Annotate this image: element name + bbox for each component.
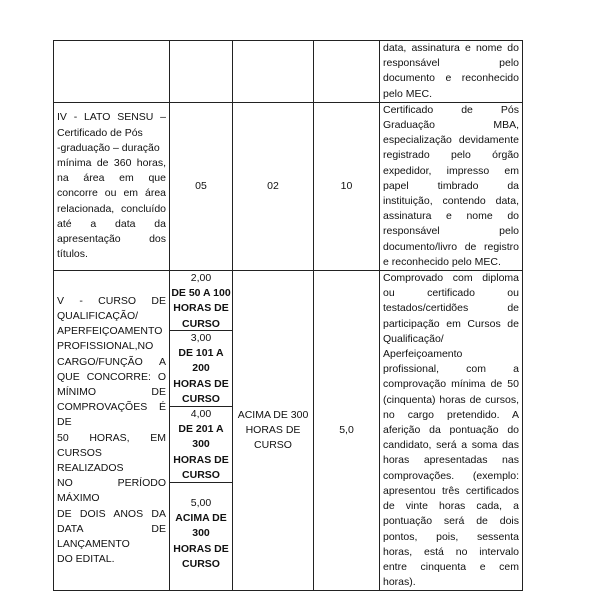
curso-title-cell: [54, 271, 170, 591]
text-line: QUE CONCORRE: O: [57, 370, 166, 383]
tier-range-line: DE 101 A: [178, 347, 224, 360]
text-line: candidato, será a soma das: [383, 439, 519, 452]
text-line: horas).: [383, 576, 416, 589]
text-line: V - CURSO DE: [57, 294, 166, 307]
top-proof-cell: [380, 41, 523, 103]
text-line: e reconhecido pelo MEC.: [383, 255, 501, 268]
max-line: HORAS DE: [245, 424, 301, 437]
table-row-lato-sensu: [54, 102, 523, 270]
text-line: -graduação – duração: [57, 141, 160, 154]
lato-max-titles: 02: [267, 179, 279, 192]
text-line: NO PERÍODO MÁXIMO: [57, 477, 166, 505]
text-line: apresentação dos: [57, 233, 166, 246]
text-line: assinatura e nome do: [383, 210, 519, 223]
tier-range-line: ACIMA DE: [175, 512, 227, 525]
text-line: LANÇAMENTO: [57, 538, 130, 551]
text-line: profissional, com a: [383, 363, 519, 376]
text-line: DATA DE: [57, 522, 166, 535]
top-col1: [54, 41, 170, 103]
lato-max-points-cell: [314, 102, 380, 270]
text-line: pontuação será de dois: [383, 515, 519, 528]
tier-4: [170, 483, 232, 589]
text-line: documento/livro de registro: [383, 240, 519, 253]
tier-range-line: 300: [192, 438, 210, 451]
text-line: no cargo pretendido. A: [383, 408, 519, 421]
text-line: títulos.: [57, 248, 88, 261]
curso-proof-cell: [380, 271, 523, 591]
tier-range-line: HORAS DE: [173, 302, 229, 315]
lato-title-cell: [54, 102, 170, 270]
text-line: apresentou três certificados: [383, 484, 519, 497]
text-line: concorre ou em área: [57, 187, 166, 200]
text-line: Aperfeiçoamento: [383, 348, 463, 361]
max-line: CURSO: [254, 439, 292, 452]
text-line: CARGO/FUNÇÃO A: [57, 355, 166, 368]
tier-1: [170, 271, 232, 331]
text-line: aferição da pontuação do: [383, 424, 519, 437]
text-line: horas apresentadas nas: [383, 454, 519, 467]
text-line: MÍNIMO DE: [57, 386, 166, 399]
text-line: data, assinatura e nome do: [383, 42, 519, 54]
tier-range-line: HORAS DE: [173, 453, 229, 466]
table-row-top: [54, 41, 523, 103]
text-line: responsável pelo: [383, 225, 519, 238]
top-col3: [233, 41, 314, 103]
text-line: responsável pelo: [383, 57, 519, 70]
tier-range-line: 200: [192, 362, 210, 375]
tier-range-line: HORAS DE: [173, 542, 229, 555]
text-line: pontos, pois, sessenta: [383, 530, 519, 543]
text-line: DE DOIS ANOS DA: [57, 507, 166, 520]
text-line: CURSOS REALIZADOS: [57, 446, 124, 475]
text-line: comprovação mínima de 50: [383, 378, 519, 391]
text-line: horas, está no intervalo: [383, 545, 519, 558]
text-line: Graduação MBA,: [383, 119, 519, 132]
text-line: Comprovado com diploma: [383, 272, 519, 285]
text-line: (cinquenta) horas de cursos,: [383, 393, 519, 406]
text-line: participação em Cursos de: [383, 317, 519, 330]
text-line: especialização devidamente: [383, 134, 519, 147]
text-line: ou certificado ou: [383, 287, 519, 300]
text-line: expedidor, impresso em: [383, 164, 519, 177]
tier-range-line: 300: [192, 527, 210, 540]
text-line: comprovações. (exemplo:: [383, 469, 519, 482]
table-row-curso: [54, 271, 523, 591]
text-line: instituição, contendo data,: [383, 195, 519, 208]
text-line: IV - LATO SENSU –: [57, 111, 166, 124]
text-line: na área em que: [57, 172, 166, 185]
text-line: relacionada, concluído: [57, 202, 166, 215]
text-line: Qualificação/: [383, 332, 444, 345]
tier-points: 5,00: [190, 497, 212, 510]
text-line: Certificado de Pós: [57, 126, 143, 139]
max-line: ACIMA DE 300: [237, 408, 309, 421]
text-line: 50 HORAS, EM: [57, 431, 166, 444]
text-line: registrado pelo órgão: [383, 149, 519, 162]
text-line: pelo MEC.: [383, 87, 433, 100]
curso-max-cell: [233, 271, 314, 591]
text-line: até a data da: [57, 217, 166, 230]
lato-max-titles-cell: [233, 102, 314, 270]
text-line: de vinte horas cada, a: [383, 500, 519, 513]
lato-max-points: 10: [340, 179, 353, 192]
text-line: testados/certidões de: [383, 302, 519, 315]
tier-points: 4,00: [190, 408, 212, 421]
tier-range-line: DE 201 A: [178, 423, 224, 436]
lato-points: 05: [195, 179, 207, 192]
tier-range-line: CURSO: [182, 317, 220, 330]
text-line: APERFEIÇOAMENTO: [57, 325, 163, 338]
text-line: entre cinquenta e cem: [383, 560, 519, 573]
text-line: COMPROVAÇÕES É DE: [57, 401, 166, 429]
curso-max-points-cell: [314, 271, 380, 591]
tier-range-line: DE 50 A 100: [171, 287, 231, 300]
text-line: PROFISSIONAL,NO: [57, 340, 154, 353]
curso-tiers-cell: [170, 271, 233, 591]
tier-points: 3,00: [190, 332, 212, 345]
text-line: papel timbrado da: [383, 179, 519, 192]
tier-range-line: CURSO: [182, 557, 220, 570]
lato-proof-cell: [380, 102, 523, 270]
tier-range-line: HORAS DE: [173, 377, 229, 390]
text-line: documento e reconhecido: [383, 72, 519, 85]
curso-max-points: 5,0: [339, 424, 354, 437]
tier-2: [170, 331, 232, 407]
top-col4: [314, 41, 380, 103]
tier-range-line: CURSO: [182, 468, 220, 481]
tier-3: [170, 407, 232, 483]
lato-points-cell: [170, 102, 233, 270]
top-col2: [170, 41, 233, 103]
text-line: mínima de 360 horas,: [57, 157, 166, 170]
text-line: QUALIFICAÇÃO/: [57, 310, 139, 323]
text-line: DO EDITAL.: [57, 553, 115, 566]
criteria-table: [53, 40, 523, 591]
tier-points: 2,00: [190, 272, 212, 285]
text-line: Certificado de Pós: [383, 103, 519, 116]
tier-range-line: CURSO: [182, 392, 220, 405]
